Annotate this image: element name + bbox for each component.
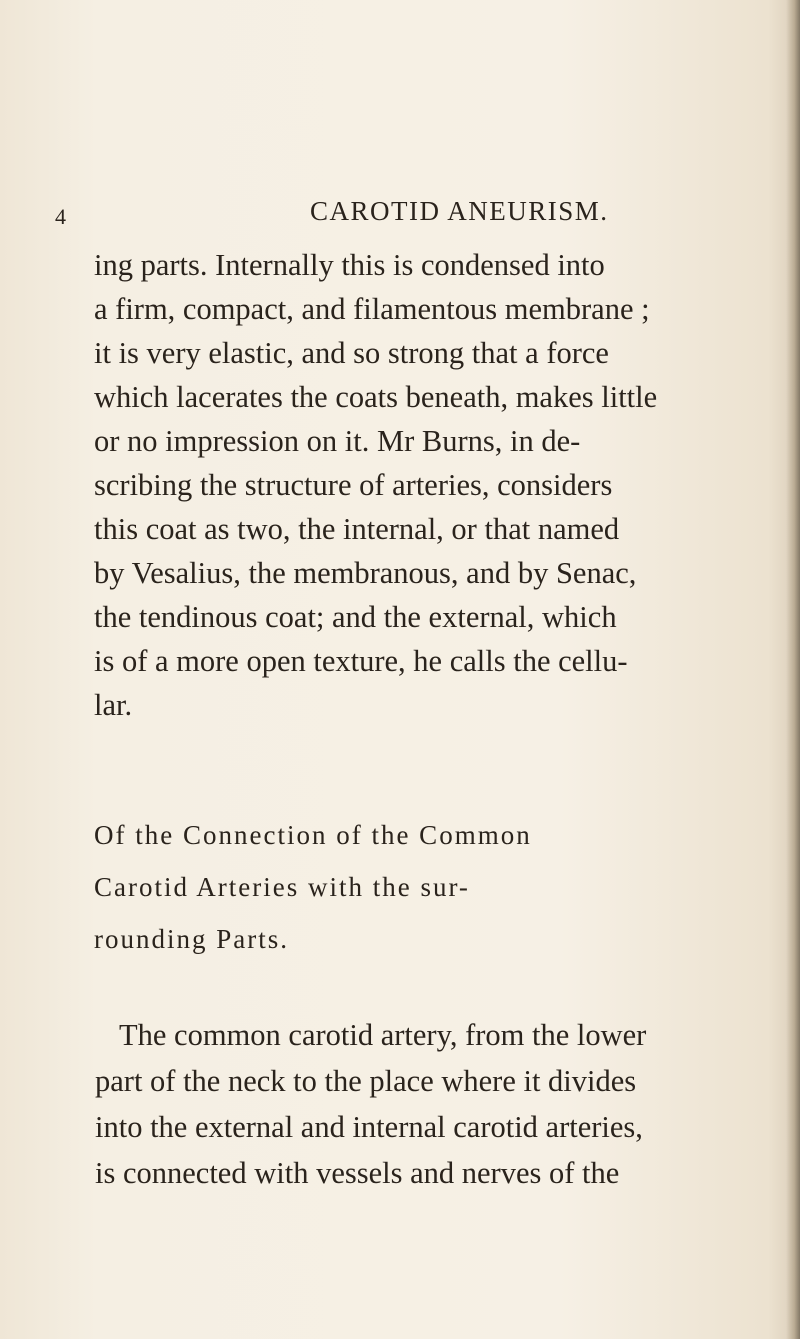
text-line: is of a more open texture, he calls the cellu- [94,644,628,678]
text-line: scribing the structure of arteries, considers [94,468,613,502]
text-line: is connected with vessels and nerves of the [95,1156,620,1190]
text-line: part of the neck to the place where it divides [95,1064,637,1098]
paragraph-2 [95,1015,745,1195]
text-line: ing parts. Internally this is condensed into [94,248,605,282]
text-line: by Vesalius, the membranous, and by Senac, [94,556,637,590]
page-binding-edge [786,0,800,1339]
page-header [55,196,715,236]
running-title: CAROTID ANEURISM. [310,196,609,226]
page-number: 4 [55,204,66,229]
text-line: The common carotid artery, from the lower [119,1018,647,1052]
text-line: this coat as two, the internal, or that named [94,512,620,546]
heading-line: Of the Connection of the Common [94,820,532,850]
text-line: a firm, compact, and filamentous membrane ; [94,292,650,326]
heading-line: Carotid Arteries with the sur- [94,872,470,902]
heading-line: rounding Parts. [94,924,289,954]
text-line: the tendinous coat; and the external, which [94,600,617,634]
text-line: lar. [94,688,133,722]
text-line: or no impression on it. Mr Burns, in de- [94,424,581,458]
paragraph-1 [94,245,734,725]
text-line: which lacerates the coats beneath, makes little [94,380,658,414]
text-line: into the external and internal carotid arteries, [95,1110,643,1144]
text-line: it is very elastic, and so strong that a force [94,336,609,370]
section-heading [94,815,744,975]
